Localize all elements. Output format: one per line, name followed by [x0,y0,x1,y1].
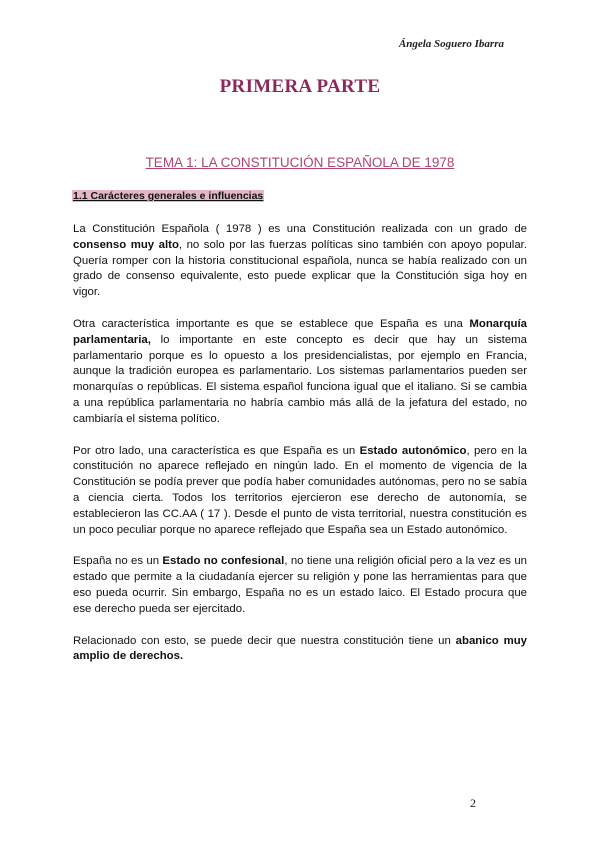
paragraph-text: Por otro lado, una característica es que España es un [73,444,360,457]
paragraph-derechos [73,634,527,666]
bold-term-autonomico: Estado autonómico [359,444,467,457]
paragraph-confesional [73,554,527,617]
paragraph-text: lo importante en este concepto es decir que hay un sistema parlamentario porque es lo opuesto a los presidencialistas, por ejemplo en Francia, aunque la tradición europea es parlamentario. Los sistemas parlamentarios pueden ser monarquías o repúblicas. El sistema español funciona igual que el italiano. Si se cambia a una república parlamentaria no habría cambio más allá de la jefatura del estado, no cambiaría el sistema político. [73,333,527,425]
paragraph-text: España no es un [73,555,163,568]
paragraph-text: La Constitución Española ( 1978 ) es una Constitución realizada con un grado de [73,223,527,235]
bold-term-confesional: Estado no confesional [162,555,285,568]
paragraph-monarquia [73,317,527,428]
bold-term-consenso: consenso muy alto [73,238,179,251]
paragraph-text: , no solo por las fuerzas políticas sino también con apoyo popular. Quería romper con la historia constitucional española, nunca se había realizado con un grado de consenso equivalente, esto puede explicar que la Constitución siga hoy en vigor. [73,238,527,299]
page-number: 2 [470,796,476,810]
paragraph-text: , no tiene una religión oficial pero a la vez es un estado que permite a la ciudadanía ejercer su religión y pone las herramientas para que eso pueda ocurrir. Sin embargo, España no es un estado laico. El Estado procura que ese derecho pueda ser ejercitado. [73,555,527,615]
bold-term-derechos: abanico muy amplio de derechos. [73,634,527,663]
document-body [73,222,527,681]
bold-term-monarquia: Monarquía parlamentaria, [73,317,527,346]
paragraph-text: , pero en la constitución no aparece reflejado en ningún lado. En el momento de vigencia de la Constitución se podía prever que podía haber comunidades autónomas, pero no se sabía a ciencia cierta. Todos los territorios ejercieron ese derecho de autonomía, se establecieron las CC.AA ( 17 ). Desde el punto de vista territorial, nuestra constitución es un poco peculiar porque no aparece reflejado que España sea un Estado autonómico. [73,444,527,536]
paragraph-text: Relacionado con esto, se puede decir que nuestra constitución tiene un [73,634,456,647]
section-heading: 1.1 Carácteres generales e influencias [73,190,264,202]
author-name: Ángela Soguero Ibarra [398,38,504,50]
paragraph-text: Otra característica importante es que se establece que España es una [73,317,470,330]
paragraph-autonomico [73,444,527,539]
topic-title: TEMA 1: LA CONSTITUCIÓN ESPAÑOLA DE 1978 [145,155,455,170]
paragraph-consenso [73,222,527,301]
part-title: PRIMERA PARTE [219,76,381,97]
